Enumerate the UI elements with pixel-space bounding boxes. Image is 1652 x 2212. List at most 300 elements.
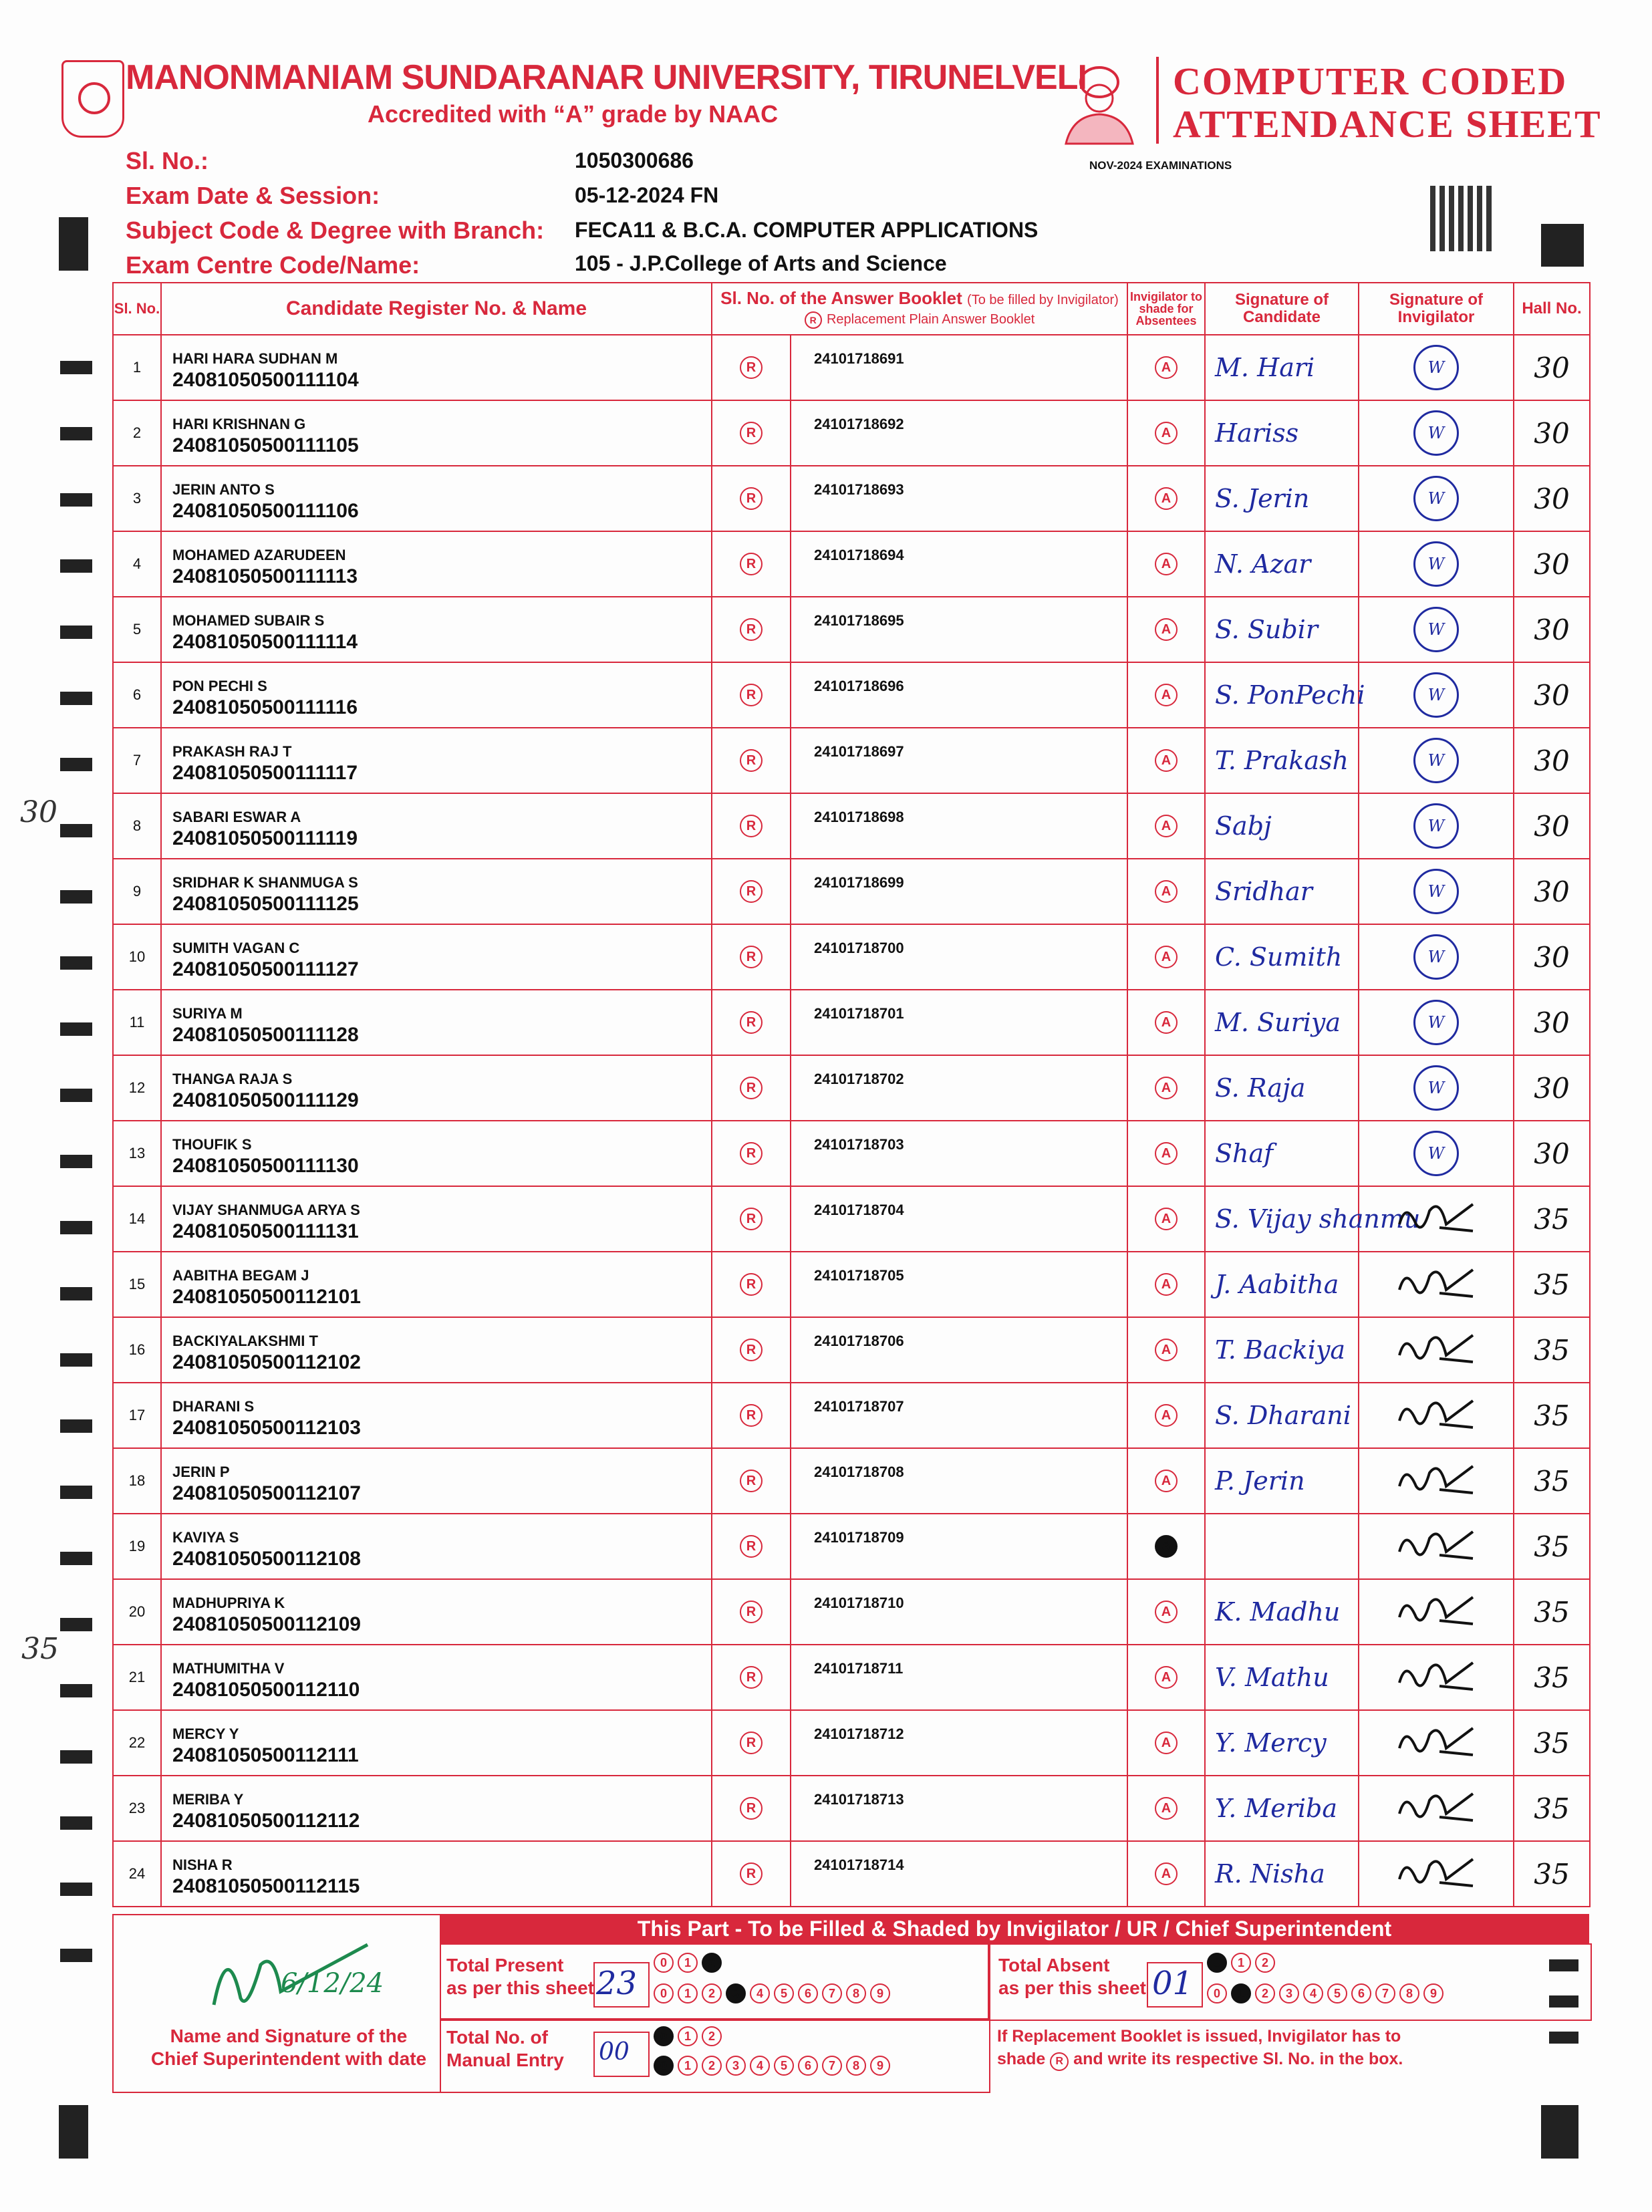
candidate-name: HARI KRISHNAN G <box>172 416 306 432</box>
candidate-name: BACKIYALAKSHMI T <box>172 1333 318 1349</box>
digit-bubble[interactable]: 2 <box>1255 1953 1275 1973</box>
register-number: 24081050500111104 <box>172 369 359 391</box>
candidate-signature: Sridhar <box>1205 859 1359 924</box>
absent-bubble[interactable]: A <box>1155 880 1178 903</box>
digit-bubble[interactable]: 7 <box>822 1983 842 2003</box>
candidate-name: SABARI ESWAR A <box>172 809 301 825</box>
timing-mark <box>60 692 92 705</box>
replacement-bubble[interactable]: R <box>740 1142 763 1165</box>
replacement-bubble[interactable]: R <box>740 487 763 510</box>
candidate-name: SRIDHAR K SHANMUGA S <box>172 874 358 891</box>
replacement-bubble[interactable]: R <box>740 749 763 772</box>
replacement-bubble[interactable]: R <box>740 1208 763 1230</box>
invigilator-signature-cell <box>1359 1121 1514 1186</box>
candidate-signature <box>1205 1514 1359 1579</box>
subject-value: FECA11 & B.C.A. COMPUTER APPLICATIONS <box>575 218 1039 242</box>
candidate-signature: Y. Meriba <box>1205 1776 1359 1841</box>
table-row <box>113 335 1590 400</box>
absent-bubble[interactable]: A <box>1155 1142 1178 1165</box>
manual-units-bubbles[interactable] <box>654 2056 894 2076</box>
register-number: 24081050500112101 <box>172 1286 361 1308</box>
qr-code <box>1430 186 1496 251</box>
hall-number: 30 <box>1514 531 1590 597</box>
row-sl: 5 <box>113 597 161 662</box>
hall-number: 35 <box>1514 1841 1590 1907</box>
absent-bubble[interactable]: A <box>1155 684 1178 706</box>
candidate-name: MATHUMITHA V <box>172 1660 285 1677</box>
replacement-bubble[interactable]: R <box>740 1797 763 1820</box>
table-row <box>113 1186 1590 1252</box>
replacement-bubble[interactable]: R <box>740 1404 763 1427</box>
replacement-bubble[interactable]: R <box>740 1339 763 1361</box>
digit-bubble[interactable]: 1 <box>1231 1953 1251 1973</box>
timing-mark <box>60 1949 92 1962</box>
candidate-cell <box>161 1055 712 1121</box>
booklet-number: 24101718693 <box>814 481 904 498</box>
absent-bubble-cell <box>1127 1579 1205 1645</box>
absent-bubble-cell <box>1127 1055 1205 1121</box>
replacement-bubble[interactable]: R <box>740 553 763 575</box>
candidate-cell <box>161 1383 712 1448</box>
chief-label <box>148 2025 429 2070</box>
digit-bubble[interactable]: 6 <box>1351 1983 1371 2003</box>
timing-mark <box>60 1089 92 1102</box>
absent-bubble[interactable]: A <box>1155 1732 1178 1754</box>
timing-mark <box>60 1883 92 1896</box>
hall-number: 30 <box>1514 793 1590 859</box>
present-units-bubbles[interactable] <box>654 1983 894 2003</box>
invigilator-stamp-icon: W <box>1413 410 1459 456</box>
digit-bubble[interactable]: 9 <box>870 1983 890 2003</box>
register-number: 24081050500112110 <box>172 1679 360 1701</box>
absent-bubble-cell <box>1127 924 1205 990</box>
invigilator-stamp-icon: W <box>1413 672 1459 718</box>
manual-entry-value: 00 <box>599 2038 630 2066</box>
candidate-cell <box>161 1514 712 1579</box>
replacement-bubble-cell <box>712 531 791 597</box>
replacement-bubble-cell <box>712 1186 791 1252</box>
centre-label: Exam Centre Code/Name: <box>126 251 420 279</box>
total-present-value: 23 <box>596 1965 638 2002</box>
replacement-instruction-line2: and write its respective Sl. No. in the box. <box>1073 2050 1403 2068</box>
absent-bubble[interactable]: A <box>1155 1470 1178 1492</box>
replacement-bubble[interactable]: R <box>740 815 763 837</box>
absent-bubble[interactable]: A <box>1155 1601 1178 1623</box>
registration-mark <box>59 217 88 271</box>
candidate-cell <box>161 924 712 990</box>
table-row <box>113 466 1590 531</box>
timing-mark <box>60 559 92 573</box>
register-number: 24081050500112109 <box>172 1613 361 1635</box>
date-value: 05-12-2024 FN <box>575 183 719 207</box>
invigilator-signature-icon <box>1393 1394 1480 1434</box>
absent-bubble[interactable]: A <box>1155 946 1178 968</box>
absent-bubble[interactable]: A <box>1155 487 1178 510</box>
timing-mark <box>60 1552 92 1565</box>
invigilator-signature-icon <box>1393 1329 1480 1369</box>
absent-bubble[interactable]: A <box>1155 1339 1178 1361</box>
chief-signature-date: 6/12/24 <box>281 1968 384 1999</box>
col-sig-candidate: Signature of Candidate <box>1205 283 1359 335</box>
invigilator-stamp-icon: W <box>1413 345 1459 390</box>
booklet-cell <box>791 1448 1127 1514</box>
digit-bubble[interactable]: 2 <box>702 1983 722 2003</box>
replacement-bubble[interactable]: R <box>740 946 763 968</box>
total-absent-label <box>998 1954 1146 1999</box>
digit-bubble[interactable]: 8 <box>1399 1983 1419 2003</box>
candidate-name: HARI HARA SUDHAN M <box>172 350 338 367</box>
absent-bubble[interactable]: A <box>1155 1535 1178 1558</box>
hall-number: 30 <box>1514 859 1590 924</box>
absent-bubble[interactable]: A <box>1155 1797 1178 1820</box>
candidate-name: MERIBA Y <box>172 1791 244 1808</box>
replacement-bubble-cell <box>712 1645 791 1710</box>
total-absent-label-line2: as per this sheet <box>998 1977 1146 1998</box>
manual-entry-label <box>446 2026 564 2072</box>
table-row <box>113 1645 1590 1710</box>
digit-bubble[interactable]: 6 <box>798 1983 818 2003</box>
invigilator-signature-icon <box>1393 1721 1480 1762</box>
row-sl: 19 <box>113 1514 161 1579</box>
chief-label-line2: Chief Superintendent with date <box>150 2048 427 2069</box>
timing-mark <box>60 1750 92 1764</box>
candidate-cell <box>161 990 712 1055</box>
booklet-number: 24101718710 <box>814 1595 904 1611</box>
replacement-bubble-cell <box>712 1121 791 1186</box>
replacement-bubble[interactable]: R <box>740 618 763 641</box>
booklet-number: 24101718696 <box>814 678 904 694</box>
booklet-cell <box>791 1841 1127 1907</box>
absent-bubble-cell <box>1127 1514 1205 1579</box>
invigilator-signature-icon <box>1393 1852 1480 1893</box>
candidate-name: AABITHA BEGAM J <box>172 1267 309 1284</box>
table-row <box>113 924 1590 990</box>
replacement-bubble-cell <box>712 859 791 924</box>
replacement-bubble[interactable]: R <box>740 1273 763 1296</box>
booklet-number: 24101718694 <box>814 547 904 563</box>
candidate-name: SUMITH VAGAN C <box>172 940 300 956</box>
absent-bubble[interactable]: A <box>1155 618 1178 641</box>
candidate-signature: V. Mathu <box>1205 1645 1359 1710</box>
subject-label: Subject Code & Degree with Branch: <box>126 217 545 244</box>
candidate-cell <box>161 597 712 662</box>
digit-bubble[interactable]: 0 <box>1207 1953 1227 1973</box>
candidate-name: VIJAY SHANMUGA ARYA S <box>172 1202 360 1218</box>
replacement-bubble-cell <box>712 1841 791 1907</box>
booklet-number: 24101718707 <box>814 1398 904 1415</box>
digit-bubble[interactable]: 2 <box>702 1953 722 1973</box>
absent-tens-bubbles[interactable] <box>1207 1953 1279 1973</box>
replacement-bubble[interactable]: R <box>740 1862 763 1885</box>
booklet-cell <box>791 400 1127 466</box>
hall-number: 35 <box>1514 1579 1590 1645</box>
hall-number: 35 <box>1514 1645 1590 1710</box>
invigilator-stamp-icon: W <box>1413 869 1459 914</box>
total-present-label-line2: as per this sheet <box>446 1977 594 1998</box>
digit-bubble[interactable]: 1 <box>1231 1983 1251 2003</box>
margin-note-30: 30 <box>20 795 57 829</box>
candidate-name: MOHAMED AZARUDEEN <box>172 547 346 563</box>
candidate-cell <box>161 1186 712 1252</box>
digit-bubble[interactable]: 9 <box>1423 1983 1443 2003</box>
replacement-bubble[interactable]: R <box>740 880 763 903</box>
absent-bubble[interactable]: A <box>1155 422 1178 444</box>
timing-mark <box>60 361 92 374</box>
replacement-bubble-cell <box>712 1776 791 1841</box>
sl-no-label: Sl. No.: <box>126 147 209 174</box>
absent-bubble[interactable]: A <box>1155 815 1178 837</box>
candidate-cell <box>161 335 712 400</box>
digit-bubble[interactable]: 5 <box>1327 1983 1347 2003</box>
absent-bubble-cell <box>1127 466 1205 531</box>
digit-bubble[interactable]: 0 <box>654 1983 674 2003</box>
invigilator-signature-icon <box>1393 1591 1480 1631</box>
replacement-bubble[interactable]: R <box>740 684 763 706</box>
invigilator-signature-icon <box>1393 1460 1480 1500</box>
invigilator-stamp-icon: W <box>1413 1000 1459 1045</box>
absent-bubble[interactable]: A <box>1155 1011 1178 1034</box>
absent-bubble[interactable]: A <box>1155 1862 1178 1885</box>
digit-bubble[interactable]: 5 <box>774 1983 794 2003</box>
register-number: 24081050500111130 <box>172 1155 359 1177</box>
absent-bubble[interactable]: A <box>1155 749 1178 772</box>
booklet-cell <box>791 1186 1127 1252</box>
timing-mark <box>60 1486 92 1499</box>
absent-bubble[interactable]: A <box>1155 356 1178 379</box>
hall-number: 30 <box>1514 990 1590 1055</box>
hall-number: 35 <box>1514 1186 1590 1252</box>
invigilator-signature-icon <box>1393 1656 1480 1696</box>
row-sl: 24 <box>113 1841 161 1907</box>
footer-band: This Part - To be Filled & Shaded by Invigilator / UR / Chief Superintendent <box>440 1914 1589 1943</box>
invigilator-stamp-icon: W <box>1413 541 1459 587</box>
manual-tens-bubbles[interactable] <box>654 2026 726 2046</box>
absent-bubble-cell <box>1127 1448 1205 1514</box>
replacement-bubble[interactable]: R <box>740 1470 763 1492</box>
candidate-name: SURIYA M <box>172 1005 243 1022</box>
absent-bubble[interactable]: A <box>1155 553 1178 575</box>
absent-bubble[interactable]: A <box>1155 1404 1178 1427</box>
replacement-bubble[interactable]: R <box>740 356 763 379</box>
table-row <box>113 859 1590 924</box>
digit-bubble[interactable]: 8 <box>846 2056 866 2076</box>
digit-bubble[interactable]: 0 <box>654 1953 674 1973</box>
booklet-number: 24101718704 <box>814 1202 904 1218</box>
manual-entry-label-line2: Manual Entry <box>446 2050 564 2070</box>
replacement-bubble-cell <box>712 990 791 1055</box>
replacement-bubble-cell <box>712 1448 791 1514</box>
booklet-number: 24101718713 <box>814 1791 904 1808</box>
candidate-cell <box>161 531 712 597</box>
replacement-bubble[interactable]: R <box>740 1077 763 1099</box>
replacement-bubble-cell <box>712 1252 791 1317</box>
invigilator-signature-cell <box>1359 1514 1514 1579</box>
hall-number: 30 <box>1514 597 1590 662</box>
digit-bubble[interactable]: 1 <box>678 2056 698 2076</box>
margin-note-35: 35 <box>21 1632 59 1666</box>
hall-number: 30 <box>1514 1055 1590 1121</box>
replacement-bubble[interactable]: R <box>740 1011 763 1034</box>
absent-bubble-cell <box>1127 859 1205 924</box>
replacement-bubble[interactable]: R <box>740 422 763 444</box>
booklet-cell <box>791 1317 1127 1383</box>
digit-bubble[interactable]: 7 <box>822 2056 842 2076</box>
absent-bubble-cell <box>1127 1776 1205 1841</box>
booklet-cell <box>791 466 1127 531</box>
candidate-cell <box>161 793 712 859</box>
row-sl: 6 <box>113 662 161 728</box>
booklet-cell <box>791 597 1127 662</box>
total-absent-value: 01 <box>1152 1965 1194 2002</box>
invigilator-signature-cell <box>1359 597 1514 662</box>
absent-bubble-cell <box>1127 597 1205 662</box>
absent-units-bubbles[interactable] <box>1207 1983 1448 2003</box>
replacement-r-icon: R <box>805 311 822 329</box>
booklet-number: 24101718702 <box>814 1071 904 1087</box>
digit-bubble[interactable]: 1 <box>678 1983 698 2003</box>
present-tens-bubbles[interactable] <box>654 1953 726 1973</box>
attendance-table <box>112 282 1591 1907</box>
digit-bubble[interactable]: 1 <box>678 2026 698 2046</box>
digit-bubble[interactable]: 5 <box>774 2056 794 2076</box>
table-row <box>113 793 1590 859</box>
absent-bubble[interactable]: A <box>1155 1666 1178 1689</box>
candidate-name: JERIN P <box>172 1464 230 1480</box>
date-label: Exam Date & Session: <box>126 182 380 209</box>
row-sl: 20 <box>113 1579 161 1645</box>
digit-bubble[interactable]: 3 <box>726 1983 746 2003</box>
table-row <box>113 1841 1590 1907</box>
table-row <box>113 1579 1590 1645</box>
hall-number: 30 <box>1514 728 1590 793</box>
candidate-cell <box>161 1579 712 1645</box>
absent-bubble[interactable]: A <box>1155 1273 1178 1296</box>
digit-bubble[interactable]: 7 <box>1375 1983 1395 2003</box>
booklet-number: 24101718714 <box>814 1856 904 1873</box>
register-number: 24081050500112102 <box>172 1351 361 1373</box>
candidate-name: MERCY Y <box>172 1725 239 1742</box>
timing-mark <box>60 1816 92 1830</box>
candidate-signature: Sabj <box>1205 793 1359 859</box>
row-sl: 22 <box>113 1710 161 1776</box>
booklet-cell <box>791 1579 1127 1645</box>
replacement-bubble[interactable]: R <box>740 1535 763 1558</box>
candidate-name: NISHA R <box>172 1856 233 1873</box>
centre-value: 105 - J.P.College of Arts and Science <box>575 251 947 275</box>
invigilator-stamp-icon: W <box>1413 607 1459 652</box>
absent-bubble-cell <box>1127 1710 1205 1776</box>
replacement-bubble-cell <box>712 1710 791 1776</box>
digit-bubble[interactable]: 2 <box>1255 1983 1275 2003</box>
founder-portrait-icon <box>1059 57 1139 144</box>
register-number: 24081050500112112 <box>172 1810 360 1832</box>
row-sl: 23 <box>113 1776 161 1841</box>
replacement-bubble-cell <box>712 1579 791 1645</box>
digit-bubble[interactable]: 1 <box>678 1953 698 1973</box>
digit-bubble[interactable]: 6 <box>798 2056 818 2076</box>
candidate-signature: Y. Mercy <box>1205 1710 1359 1776</box>
timing-mark <box>60 890 92 904</box>
digit-bubble[interactable]: 0 <box>654 2026 674 2046</box>
timing-mark <box>60 1353 92 1367</box>
university-logo <box>61 60 124 138</box>
digit-bubble[interactable]: 3 <box>726 2056 746 2076</box>
digit-bubble[interactable]: 3 <box>1279 1983 1299 2003</box>
absent-bubble[interactable]: A <box>1155 1208 1178 1230</box>
replacement-instruction-shade: shade <box>997 2050 1046 2068</box>
digit-bubble[interactable]: 8 <box>846 1983 866 2003</box>
digit-bubble[interactable]: 4 <box>1303 1983 1323 2003</box>
hall-number: 30 <box>1514 400 1590 466</box>
digit-bubble[interactable]: 0 <box>654 2056 674 2076</box>
replacement-bubble[interactable]: R <box>740 1666 763 1689</box>
invigilator-signature-cell <box>1359 466 1514 531</box>
candidate-name: MOHAMED SUBAIR S <box>172 612 325 629</box>
timing-mark <box>1549 2032 1578 2044</box>
timing-mark <box>60 427 92 440</box>
register-number: 24081050500111106 <box>172 500 359 522</box>
booklet-number: 24101718700 <box>814 940 904 956</box>
booklet-cell <box>791 662 1127 728</box>
invigilator-signature-cell <box>1359 793 1514 859</box>
digit-bubble[interactable]: 4 <box>750 2056 770 2076</box>
table-row <box>113 1383 1590 1448</box>
candidate-name: MADHUPRIYA K <box>172 1595 285 1611</box>
digit-bubble[interactable]: 2 <box>702 2056 722 2076</box>
accreditation: Accredited with “A” grade by NAAC <box>368 100 779 128</box>
candidate-signature: K. Madhu <box>1205 1579 1359 1645</box>
timing-mark <box>60 1155 92 1168</box>
absent-bubble-cell <box>1127 793 1205 859</box>
timing-mark <box>60 493 92 507</box>
row-sl: 1 <box>113 335 161 400</box>
replacement-bubble-cell <box>712 1383 791 1448</box>
digit-bubble[interactable]: 9 <box>870 2056 890 2076</box>
absent-bubble-cell <box>1127 400 1205 466</box>
invigilator-stamp-icon: W <box>1413 803 1459 849</box>
register-number: 24081050500111114 <box>172 631 358 653</box>
candidate-signature: N. Azar <box>1205 531 1359 597</box>
booklet-number: 24101718703 <box>814 1136 904 1153</box>
row-sl: 17 <box>113 1383 161 1448</box>
invigilator-signature-cell <box>1359 1448 1514 1514</box>
invigilator-stamp-icon: W <box>1413 738 1459 783</box>
row-sl: 8 <box>113 793 161 859</box>
candidate-signature: S. Raja <box>1205 1055 1359 1121</box>
sheet-title-line2: ATTENDANCE SHEET <box>1173 102 1602 146</box>
table-header <box>113 283 1590 335</box>
absent-bubble[interactable]: A <box>1155 1077 1178 1099</box>
replacement-bubble[interactable]: R <box>740 1732 763 1754</box>
hall-number: 30 <box>1514 466 1590 531</box>
invigilator-signature-icon <box>1393 1198 1480 1238</box>
absent-bubble-cell <box>1127 1252 1205 1317</box>
invigilator-signature-cell <box>1359 1841 1514 1907</box>
digit-bubble[interactable]: 4 <box>750 1983 770 2003</box>
candidate-signature: C. Sumith <box>1205 924 1359 990</box>
replacement-r-icon: R <box>1050 2052 1069 2071</box>
invigilator-signature-cell <box>1359 859 1514 924</box>
booklet-number: 24101718711 <box>814 1660 904 1677</box>
candidate-cell <box>161 1645 712 1710</box>
invigilator-signature-cell <box>1359 1252 1514 1317</box>
digit-bubble[interactable]: 2 <box>702 2026 722 2046</box>
hall-number: 30 <box>1514 662 1590 728</box>
replacement-bubble[interactable]: R <box>740 1601 763 1623</box>
candidate-signature: T. Prakash <box>1205 728 1359 793</box>
digit-bubble[interactable]: 0 <box>1207 1983 1227 2003</box>
table-row <box>113 728 1590 793</box>
